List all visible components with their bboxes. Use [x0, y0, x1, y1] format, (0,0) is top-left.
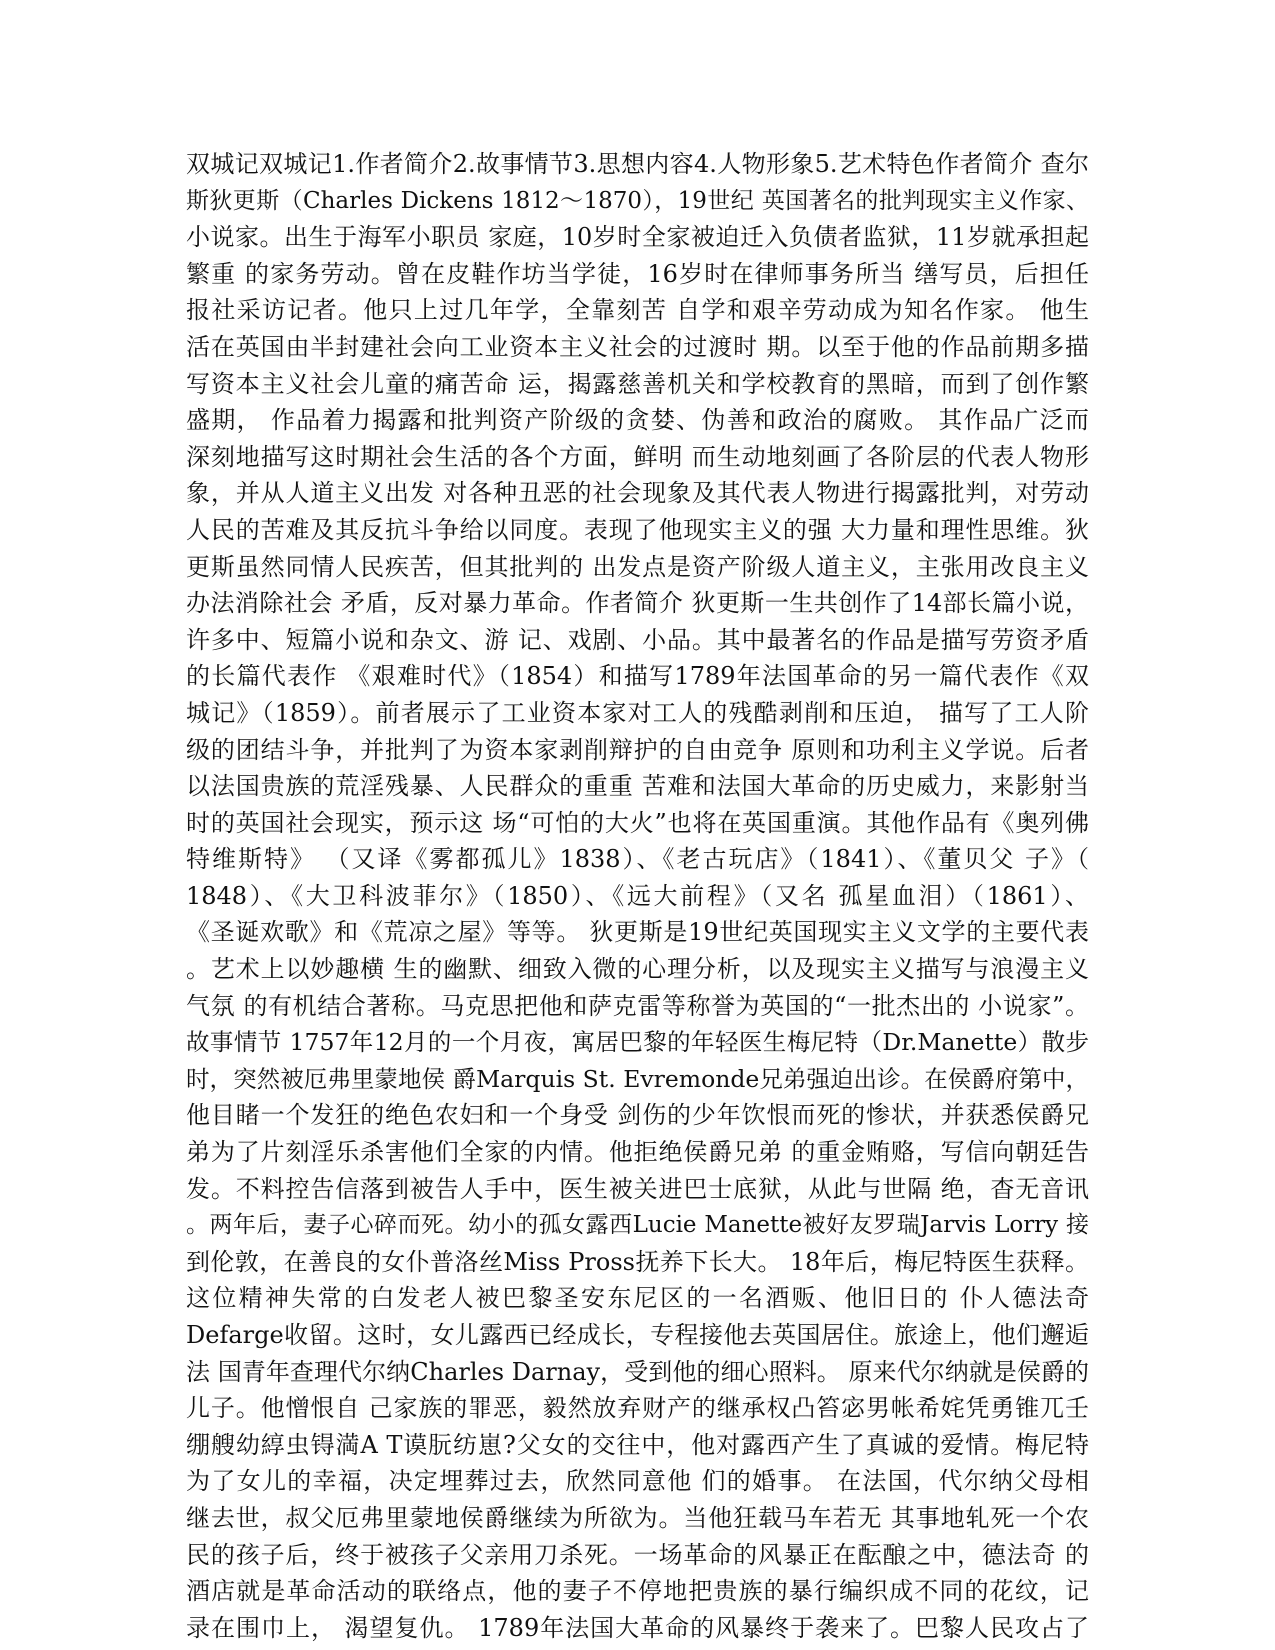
text-line: 特维斯特》 （又译《雾都孤儿》1838）、《老古玩店》（1841）、《董贝父 子》（	[186, 845, 1089, 874]
text-line: 更斯虽然同情人民疾苦，但其批判的 出发点是资产阶级人道主义，主张用改良主义	[186, 552, 1089, 581]
text-line: 人民的苦难及其反抗斗争给以同度。表现了他现实主义的强 大力量和理性思维。狄	[186, 515, 1089, 544]
text-line: 民的孩子后，终于被孩子父亲用刀杀死。一场革命的风暴正在酝酿之中，德法奇 的	[186, 1540, 1089, 1569]
text-line: 象，并从人道主义出发 对各种丑恶的社会现象及其代表人物进行揭露批判，对劳动	[186, 479, 1089, 508]
text-line: 时的英国社会现实，预示这 场“可怕的大火”也将在英国重演。其他作品有《奥列佛	[186, 808, 1089, 837]
text-line: 活在英国由半封建社会向工业资本主义社会的过渡时 期。以至于他的作品前期多描	[186, 332, 1089, 361]
text-line: 绷艘幼綧虫锝満A T谟朊纺崽?父女的交往中，他对露西产生了真诚的爱情。梅尼特	[186, 1430, 1089, 1459]
text-line: 气氛 的有机结合著称。马克思把他和萨克雷等称誉为英国的“一批杰出的 小说家”。	[186, 991, 1089, 1020]
text-line: 办法消除社会 矛盾，反对暴力革命。作者简介 狄更斯一生共创作了14部长篇小说，	[186, 589, 1089, 618]
text-line: 许多中、短篇小说和杂文、游 记、戏剧、小品。其中最著名的作品是描写劳资矛盾	[186, 625, 1089, 654]
text-line: 写资本主义社会儿童的痛苦命 运，揭露慈善机关和学校教育的黑暗，而到了创作繁	[186, 369, 1089, 398]
text-line: 录在围巾上， 渴望复仇。 1789年法国大革命的风暴终于袭来了。巴黎人民攻占了	[186, 1613, 1089, 1642]
text-line: 酒店就是革命活动的联络点，他的妻子不停地把贵族的暴行编织成不同的花纹，记	[186, 1577, 1089, 1606]
text-line: 斯狄更斯（Charles Dickens 1812～1870），19世纪 英国著名的批判现实主义作家、	[186, 187, 1089, 214]
text-line: Defarge收留。这时，女儿露西已经成长，专程接他去英国居住。旅途上，他们邂逅	[186, 1321, 1089, 1349]
text-line: 繁重 的家务劳动。曾在皮鞋作坊当学徒，16岁时在律师事务所当 缮写员，后担任	[186, 259, 1089, 288]
text-line: 报社采访记者。他只上过几年学，全靠刻苦 自学和艰辛劳动成为知名作家。 他生	[186, 296, 1089, 325]
text-line: 以法国贵族的荒淫残暴、人民群众的重重 苦难和法国大革命的历史威力，来影射当	[186, 772, 1089, 801]
text-line: 发。不料控告信落到被告人手中，医生被关进巴士底狱，从此与世隔 绝，杳无音讯	[186, 1174, 1089, 1203]
text-line: 这位精神失常的白发老人被巴黎圣安东尼区的一名酒贩、他旧日的 仆人德法奇	[186, 1284, 1089, 1313]
text-line: 城记》（1859）。前者展示了工业资本家对工人的残酷剥削和压迫， 描写了工人阶	[186, 698, 1089, 727]
text-line: 级的团结斗争，并批判了为资本家剥削辩护的自由竞争 原则和功利主义学说。后者	[186, 735, 1089, 764]
text-line: 的长篇代表作 《艰难时代》（1854）和描写1789年法国革命的另一篇代表作《双	[186, 662, 1089, 691]
text-line: 为了女儿的幸福，决定埋葬过去，欣然同意他 们的婚事。 在法国，代尔纳父母相	[186, 1467, 1089, 1496]
text-line: 。两年后，妻子心碎而死。幼小的孤女露西Lucie Manette被好友罗瑞Jarvis Lorry 接	[186, 1212, 1089, 1239]
text-line: 。艺术上以妙趣横 生的幽默、细致入微的心理分析，以及现实主义描写与浪漫主义	[186, 955, 1089, 984]
text-line: 深刻地描写这时期社会生活的各个方面，鲜明 而生动地刻画了各阶层的代表人物形	[186, 442, 1089, 471]
body-text	[186, 146, 1089, 1646]
text-line: 盛期， 作品着力揭露和批判资产阶级的贪婪、伪善和政治的腐败。 其作品广泛而	[186, 406, 1089, 435]
text-line: 儿子。他憎恨自 己家族的罪恶，毅然放弃财产的继承权凸笞宓男帐希姹凭勇锥兀壬	[186, 1394, 1089, 1423]
text-line: 双城记双城记1.作者简介2.故事情节3.思想内容4.人物形象5.艺术特色作者简介 查尔	[186, 150, 1089, 178]
text-line: 故事情节 1757年12月的一个月夜，寓居巴黎的年轻医生梅尼特（Dr.Manette）散步	[186, 1028, 1089, 1057]
text-line: 继去世，叔父厄弗里蒙地侯爵继续为所欲为。当他狂载马车若无 其事地轧死一个农	[186, 1503, 1089, 1532]
text-line: 《圣诞欢歌》和《荒凉之屋》等等。 狄更斯是19世纪英国现实主义文学的主要代表	[186, 918, 1089, 947]
text-line: 时，突然被厄弗里蒙地侯 爵Marquis St. Evremonde兄弟强迫出诊。在侯爵府第中，	[186, 1064, 1089, 1093]
text-line: 小说家。出生于海军小职员 家庭，10岁时全家被迫迁入负债者监狱，11岁就承担起	[186, 223, 1089, 252]
text-line: 他目睹一个发狂的绝色农妇和一个身受 剑伤的少年饮恨而死的惨状，并获悉侯爵兄	[186, 1101, 1089, 1130]
text-line: 1848）、《大卫科波菲尔》（1850）、《远大前程》（又名 孤星血泪）（1861）、	[186, 881, 1089, 910]
text-line: 法 国青年查理代尔纳Charles Darnay，受到他的细心照料。 原来代尔纳就是侯爵的	[186, 1357, 1089, 1386]
text-line: 弟为了片刻淫乐杀害他们全家的内情。他拒绝侯爵兄弟 的重金贿赂，写信向朝廷告	[186, 1138, 1089, 1167]
text-line: 到伦敦，在善良的女仆普洛丝Miss Pross抚养下长大。 18年后，梅尼特医生获释。	[186, 1247, 1089, 1276]
